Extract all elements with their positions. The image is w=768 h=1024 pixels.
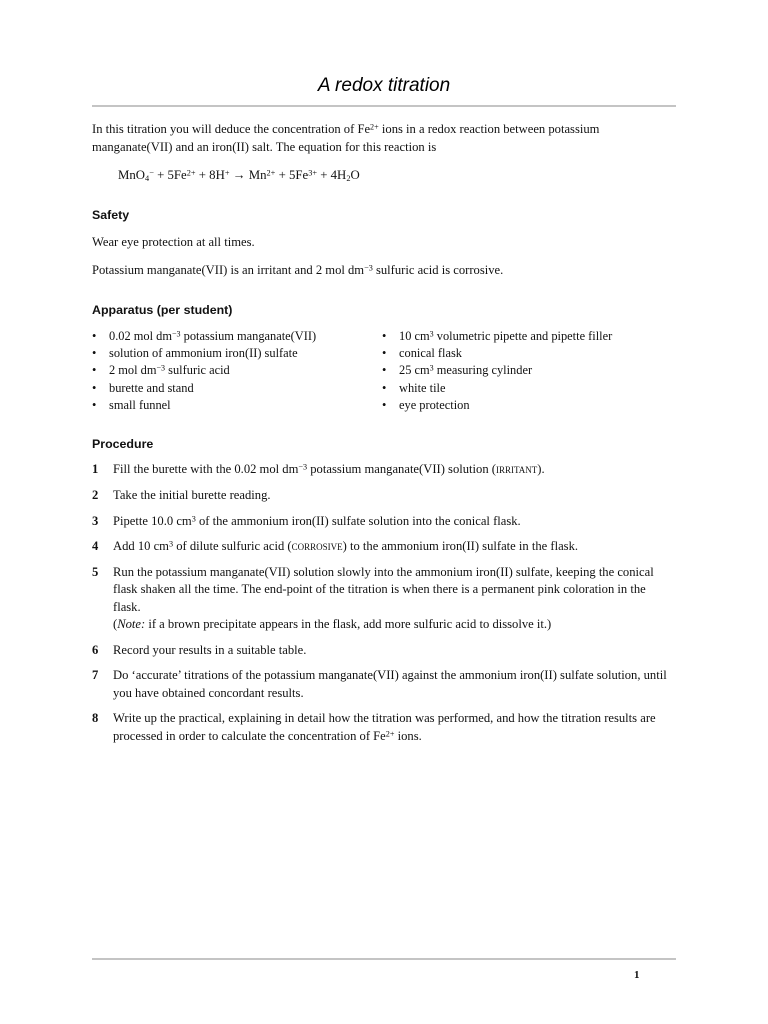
apparatus-item: • eye protection [382, 397, 612, 414]
page-title: A redox titration [317, 75, 451, 96]
step-number: 2 [92, 487, 99, 502]
procedure-step-4: 4 Add 10 $cm^3$ of dilute sulfuric acid (corrosive) to the ammonium iron(II) sulfate in the flask. [92, 538, 676, 555]
apparatus-item: • 25 $cm^3$ measuring cylinder [382, 362, 612, 379]
apparatus-heading: Apparatus (per student) [92, 303, 233, 317]
apparatus-item: • burette and stand [92, 380, 316, 397]
reaction-equation: $MnO_4^- + 5Fe^{2+} + 8H^+ \to Mn^{2+} + 5Fe^{3+} + 4H_2O$ [118, 168, 360, 184]
step-number: 5 [92, 565, 99, 580]
procedure-step-1: 1 Fill the burette with the 0.02 mol $dm^{-3}$ potassium manganate(VII) solution (irritant). [92, 461, 676, 478]
hazard-label-irritant: irritant [495, 462, 538, 476]
procedure-step-3: 3 Pipette 10.0 $cm^3$ of the ammonium iron(II) sulfate solution into the conical flask. [92, 513, 676, 530]
apparatus-item: • 0.02 mol $dm^{-3}$ potassium manganate(VII) [92, 328, 316, 345]
hazard-label-corrosive: corrosive [291, 539, 343, 554]
title-divider [92, 105, 676, 107]
step-number: 1 [92, 462, 99, 476]
apparatus-item: • small funnel [92, 397, 316, 414]
procedure-step-6: 6 Record your results in a suitable table. [92, 642, 676, 659]
procedure-step-7: 7 Do ‘accurate’ titrations of the potassium manganate(VII) against the ammonium iron(II) sulfate solution, until you have obtained concordant results. [92, 668, 667, 700]
intro-paragraph: In this titration you will deduce the concentration of $Fe^{2+}$ ions in a redox reaction between potassium manganate(VII) and an iron(II) salt. The equation for this reaction is [92, 122, 600, 154]
apparatus-item: • white tile [382, 380, 612, 397]
step-number: 7 [92, 668, 99, 683]
note-label: Note: [117, 616, 146, 631]
procedure-heading: Procedure [92, 437, 154, 451]
apparatus-item: • conical flask [382, 345, 612, 362]
step-number: 3 [92, 513, 99, 528]
apparatus-list-left [92, 328, 316, 414]
step-number: 8 [92, 711, 99, 726]
step-number: 6 [92, 642, 99, 657]
procedure-step-2: 2 Take the initial burette reading. [92, 487, 676, 504]
apparatus-item: • 2 mol $dm^{-3}$ sulfuric acid [92, 362, 316, 379]
apparatus-list-right [382, 328, 612, 414]
apparatus-item: • solution of ammonium iron(II) sulfate [92, 345, 316, 362]
procedure-steps [92, 461, 676, 753]
page-number: 1 [634, 969, 640, 981]
procedure-step-5: 5 Run the potassium manganate(VII) solution slowly into the ammonium iron(II) sulfate, keeping the conical flask shaken all the time. The end-point of the titration is when there is a permanent pink coloration in the flask. (Note: if a brown precipitate appears in the flask, add more sulfuric acid to dissolve it.) [92, 565, 654, 631]
footer-divider [92, 958, 676, 960]
safety-heading: Safety [92, 208, 130, 222]
step-number: 4 [92, 539, 99, 554]
safety-line-hazards: Potassium manganate(VII) is an irritant and 2 mol $dm^{-3}$ sulfuric acid is corrosive. [92, 263, 504, 277]
apparatus-item: • 10 $cm^3$ volumetric pipette and pipette filler [382, 328, 612, 345]
safety-line-eye-protection: Wear eye protection at all times. [92, 235, 255, 249]
procedure-step-8: 8 Write up the practical, explaining in detail how the titration was performed, and how the titration results are processed in order to calculate the concentration of $Fe^{2+}$ ions. [92, 711, 656, 743]
